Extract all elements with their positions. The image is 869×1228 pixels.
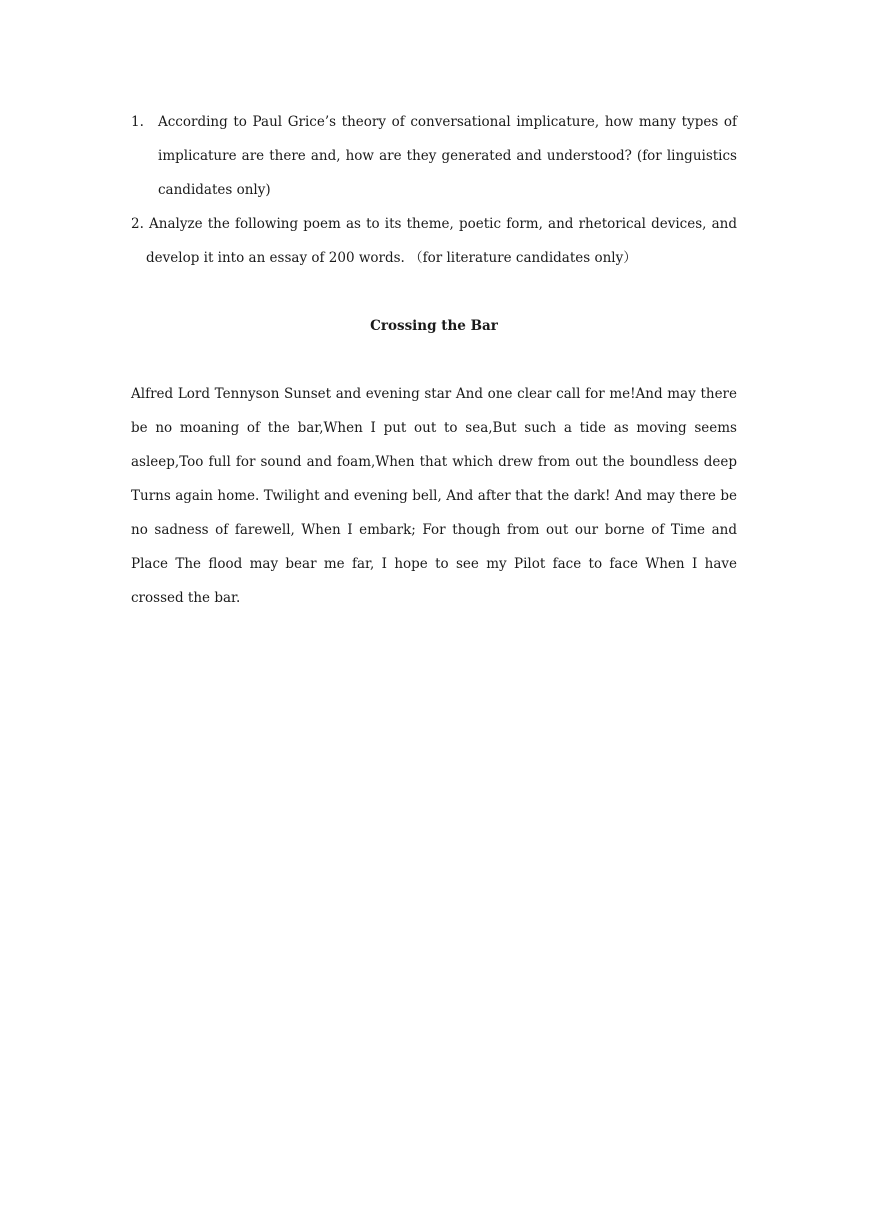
question-number: 2. [131, 216, 144, 232]
question-text: Analyze the following poem as to its theme, poetic form, and rhetorical devices, and develop it into an essay of 200 words. （for literature candidates only） [146, 216, 737, 266]
question-2 [131, 207, 737, 275]
document-content [131, 105, 737, 615]
poem-body: Alfred Lord Tennyson Sunset and evening star And one clear call for me!And may there be no moaning of the bar,When I put out to sea,But such a tide as moving seems asleep,Too full for sound and foam,When that which drew from out the boundless deep Turns again home. Twilight and evening bell, And after that the dark! And may there be no sadness of farewell, When I embark; For though from out our borne of Time and Place The flood may bear me far, I hope to see my Pilot face to face When I have crossed the bar. [131, 386, 737, 606]
question-number: 1. [131, 114, 144, 130]
poem-title: Crossing the Bar [370, 318, 498, 334]
question-text: According to Paul Grice’s theory of conversational implicature, how many types of implicature are there and, how are they generated and understood? (for linguistics candidates only) [158, 114, 737, 198]
question-1 [131, 105, 737, 207]
